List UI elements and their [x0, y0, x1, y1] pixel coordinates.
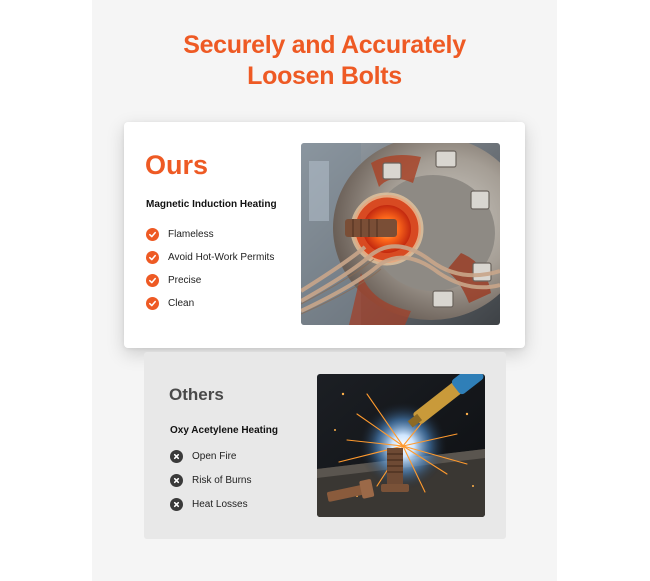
- feature-label: Avoid Hot-Work Permits: [168, 252, 275, 263]
- others-card: [144, 352, 506, 539]
- torch-heating-photo: [317, 374, 485, 517]
- x-circle-icon: [170, 474, 183, 487]
- list-item: [146, 292, 274, 315]
- title-line-2: Loosen Bolts: [247, 62, 402, 90]
- x-circle-icon: [170, 450, 183, 463]
- ours-feature-list: [146, 223, 274, 315]
- check-circle-icon: [146, 228, 159, 241]
- feature-label: Heat Losses: [192, 498, 248, 510]
- list-item: [146, 223, 274, 246]
- feature-label: Flameless: [168, 229, 214, 240]
- ours-method-label: Magnetic Induction Heating: [146, 199, 277, 210]
- ours-card: [124, 122, 525, 348]
- check-circle-icon: [146, 251, 159, 264]
- list-item: [146, 246, 274, 269]
- feature-label: Clean: [168, 298, 195, 309]
- list-item: [170, 468, 251, 492]
- induction-heating-photo: [301, 143, 500, 325]
- feature-label: Precise: [168, 275, 202, 286]
- feature-label: Open Fire: [192, 450, 237, 462]
- ours-heading: Ours: [145, 150, 209, 180]
- others-method-label: Oxy Acetylene Heating: [170, 425, 279, 436]
- list-item: [170, 444, 251, 468]
- list-item: [170, 492, 251, 516]
- x-circle-icon: [170, 498, 183, 511]
- others-feature-list: [170, 444, 251, 516]
- list-item: [146, 269, 274, 292]
- check-circle-icon: [146, 274, 159, 287]
- page-title: [92, 30, 557, 92]
- others-heading: Others: [169, 385, 224, 404]
- title-line-1: Securely and Accurately: [183, 31, 466, 59]
- check-circle-icon: [146, 297, 159, 310]
- feature-label: Risk of Burns: [192, 474, 252, 486]
